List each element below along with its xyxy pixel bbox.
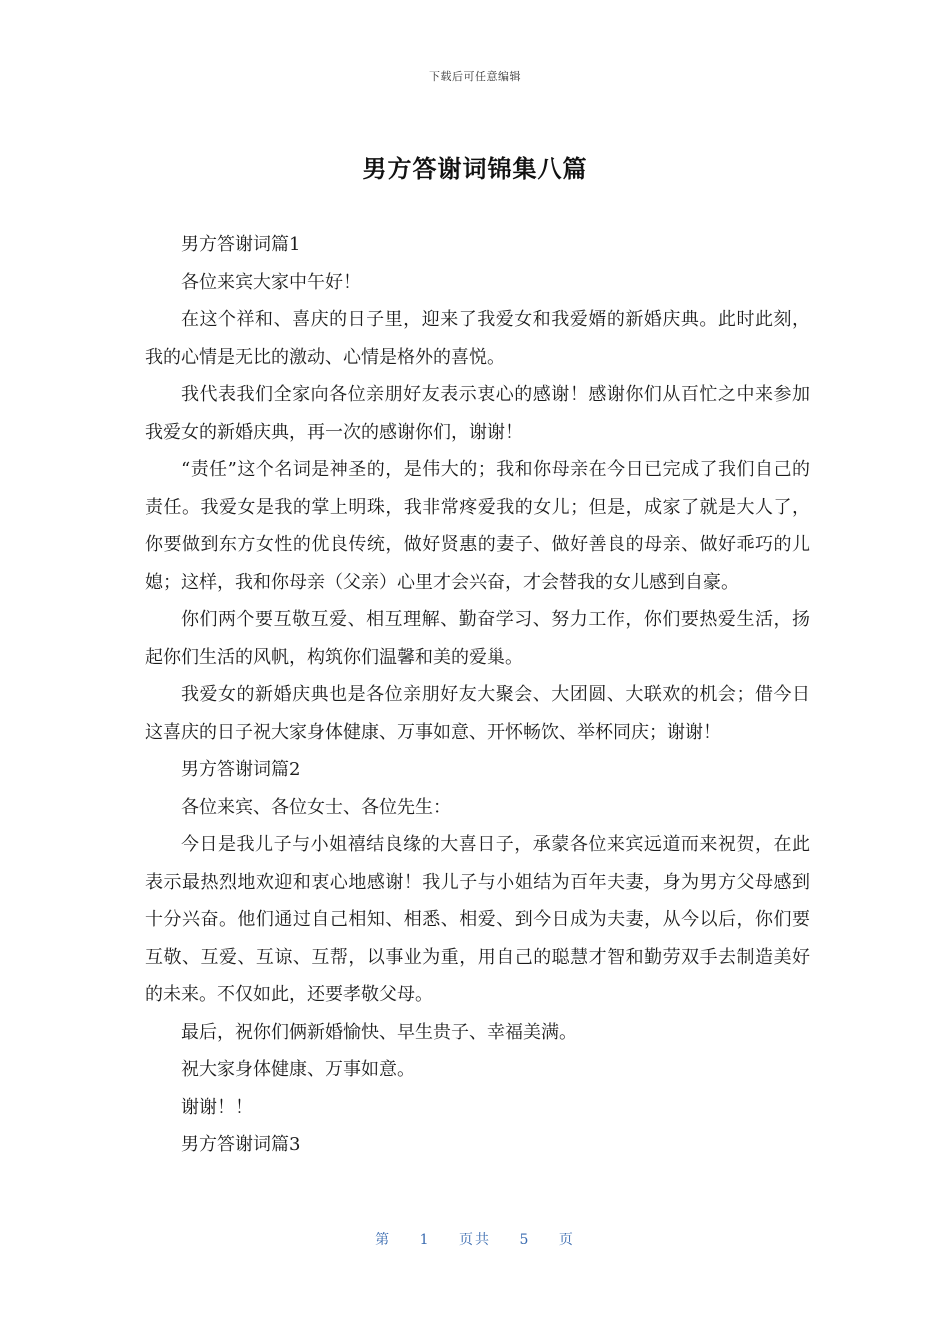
paragraph: “责任”这个名词是神圣的，是伟大的；我和你母亲在今日已完成了我们自己的责任。我爱女是我的掌上明珠，我非常疼爱我的女儿；但是，成家了就是大人了，你要做到东方女性的优良传统，做好贤惠的妻子、做好善良的母亲、做好乖巧的儿媳；这样，我和你母亲（父亲）心里才会兴奋，才会替我的女儿感到自豪。	[145, 459, 810, 593]
section-heading-3: 男方答谢词篇3	[181, 1134, 301, 1155]
footer-suffix: 页	[558, 1232, 575, 1248]
paragraph: 今日是我儿子与小姐禧结良缘的大喜日子，承蒙各位来宾远道而来祝贺，在此表示最热烈地欢迎和衷心地感谢！我儿子与小姐结为百年夫妻，身为男方父母感到十分兴奋。他们通过自己相知、相悉、相爱、到今日成为夫妻，从今以后，你们要互敬、互爱、互谅、互帮，以事业为重，用自己的聪慧才智和勤劳双手去制造美好的未来。不仅如此，还要孝敬父母。	[145, 834, 810, 1005]
paragraph: 最后，祝你们俩新婚愉快、早生贵子、幸福美满。	[181, 1021, 577, 1043]
footer-prefix: 第	[375, 1232, 392, 1248]
section-heading-1: 男方答谢词篇1	[181, 234, 301, 255]
paragraph: 你们两个要互敬互爱、相互理解、勤奋学习、努力工作，你们要热爱生活，扬起你们生活的风帆，构筑你们温馨和美的爱巢。	[145, 609, 810, 668]
footer-total-pages: 5	[519, 1232, 531, 1248]
document-title: 男方答谢词锦集八篇	[362, 155, 588, 183]
document-body	[145, 226, 810, 1164]
paragraph: 祝大家身体健康、万事如意。	[181, 1059, 415, 1080]
header-note: 下载后可任意编辑	[429, 70, 521, 83]
paragraph: 谢谢！！	[181, 1096, 253, 1118]
page-footer	[0, 1229, 950, 1249]
paragraph: 各位来宾、各位女士、各位先生：	[181, 796, 451, 818]
paragraph: 各位来宾大家中午好！	[181, 271, 361, 293]
paragraph: 我代表我们全家向各位亲朋好友表示衷心的感谢！感谢你们从百忙之中来参加我爱女的新婚庆典，再一次的感谢你们，谢谢！	[145, 384, 810, 443]
paragraph: 我爱女的新婚庆典也是各位亲朋好友大聚会、大团圆、大联欢的机会；借今日这喜庆的日子祝大家身体健康、万事如意、开怀畅饮、举杯同庆；谢谢！	[145, 684, 810, 743]
footer-current-page: 1	[419, 1232, 431, 1248]
section-heading-2: 男方答谢词篇2	[181, 759, 301, 780]
paragraph: 在这个祥和、喜庆的日子里，迎来了我爱女和我爱婿的新婚庆典。此时此刻，我的心情是无比的激动、心情是格外的喜悦。	[145, 309, 810, 368]
footer-middle: 页共	[459, 1232, 491, 1248]
